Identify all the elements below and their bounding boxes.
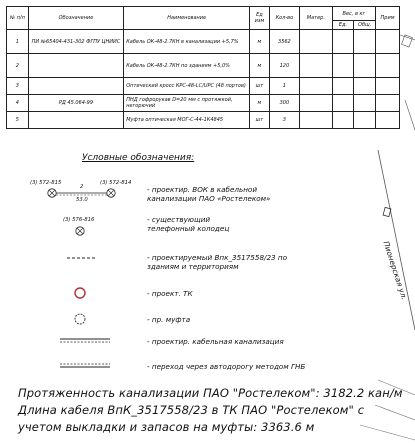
header-weight-unit: Ед. (332, 21, 354, 30)
cell-num: 4 (7, 95, 29, 112)
cell-num: 2 (7, 54, 29, 78)
header-unit: Ед изм (250, 7, 270, 30)
cell-name: Кабель ОК-48-2.7КН по зданиям +5,0% (124, 54, 250, 78)
duct-label-bottom: 53.0 (76, 197, 88, 203)
well-label: (3) 576-816 (63, 217, 95, 223)
header-weight-total: Общ. (354, 21, 376, 30)
duct-cable-symbol (48, 189, 115, 197)
summary-line-1: Протяженность канализации ПАО "Ростелеком": 3182.2 кан/м (18, 386, 403, 400)
cell-qty: 300 (269, 95, 299, 112)
header-num: № п/п (7, 7, 29, 30)
duct-label-top: 2 (80, 184, 84, 190)
header-note: Прим (376, 7, 400, 30)
cell-name: ПНД гофрорукав D=20 мм с протяжкой, негорючий (124, 95, 250, 112)
cell-qty: 1 (269, 78, 299, 95)
cell-qty: 120 (269, 54, 299, 78)
header-designation: Обозначение (28, 7, 124, 30)
cell-unit: м (250, 30, 270, 54)
cell-num: 1 (7, 30, 29, 54)
cell-name: Муфта оптическая МОГ-С-44-1К4845 (124, 112, 250, 129)
legend-item-building-cable: - проектируемый Впк_3517558/23 по зданиям и территориям (147, 253, 287, 271)
legend-item-coupling: - пр. муфта (147, 315, 191, 324)
existing-well-symbol (76, 227, 84, 235)
cell-qty: 3562 (269, 30, 299, 54)
cell-unit: шт (250, 78, 270, 95)
summary-line-3: учетом выкладки и запасов на муфты: 3363.6 м (18, 420, 315, 434)
header-name: Наименование (124, 7, 250, 30)
cell-unit: шт (250, 112, 270, 129)
header-material: Матер. (300, 7, 333, 30)
summary-line-2: Длина кабеля ВпК_3517558/23 в ТК ПАО "Ростелеком" с (18, 403, 365, 417)
cell-designation: РД 45.064-99 (28, 95, 124, 112)
gnb-crossing-symbol (60, 364, 110, 367)
cell-name: Кабель ОК-48-2.7КН в канализации +5,7% (124, 30, 250, 54)
cell-num: 5 (7, 112, 29, 129)
legend-item-duct: - проектир. кабельная канализация (147, 337, 284, 346)
legend-item-existing-well: - существующий телефонный колодец (147, 215, 230, 233)
legend-item-project-tk: - проект. ТК (147, 289, 193, 298)
cell-unit: м (250, 95, 270, 112)
duct-label-left: (3) 572-815 (30, 180, 62, 186)
duct-label-right: (3) 572-814 (100, 180, 132, 186)
cell-name: Оптический кросс КРС-48-LC/UPC (48 портов) (124, 78, 250, 95)
coupling-symbol (75, 314, 85, 324)
legend-title: Условные обозначения: (82, 153, 195, 163)
street-label: Пионерская ул. (381, 240, 409, 301)
cell-qty: 3 (269, 112, 299, 129)
cell-designation: ПИ №65404-431-302 ФГПУ ЦНИИС (28, 30, 124, 54)
legend-item-gnb: - переход через автодорогу методом ГНБ (147, 362, 306, 371)
legend-item-duct-cable: - проектир. ВОК в кабельной канализации ПАО «Ростелеком» (147, 185, 271, 203)
duct-line-symbol (60, 339, 110, 342)
cell-unit: м (250, 54, 270, 78)
header-qty: Кол-во (269, 7, 299, 30)
project-tk-symbol (75, 288, 85, 298)
cell-num: 3 (7, 78, 29, 95)
header-weight: Вес, в кг (332, 7, 375, 21)
